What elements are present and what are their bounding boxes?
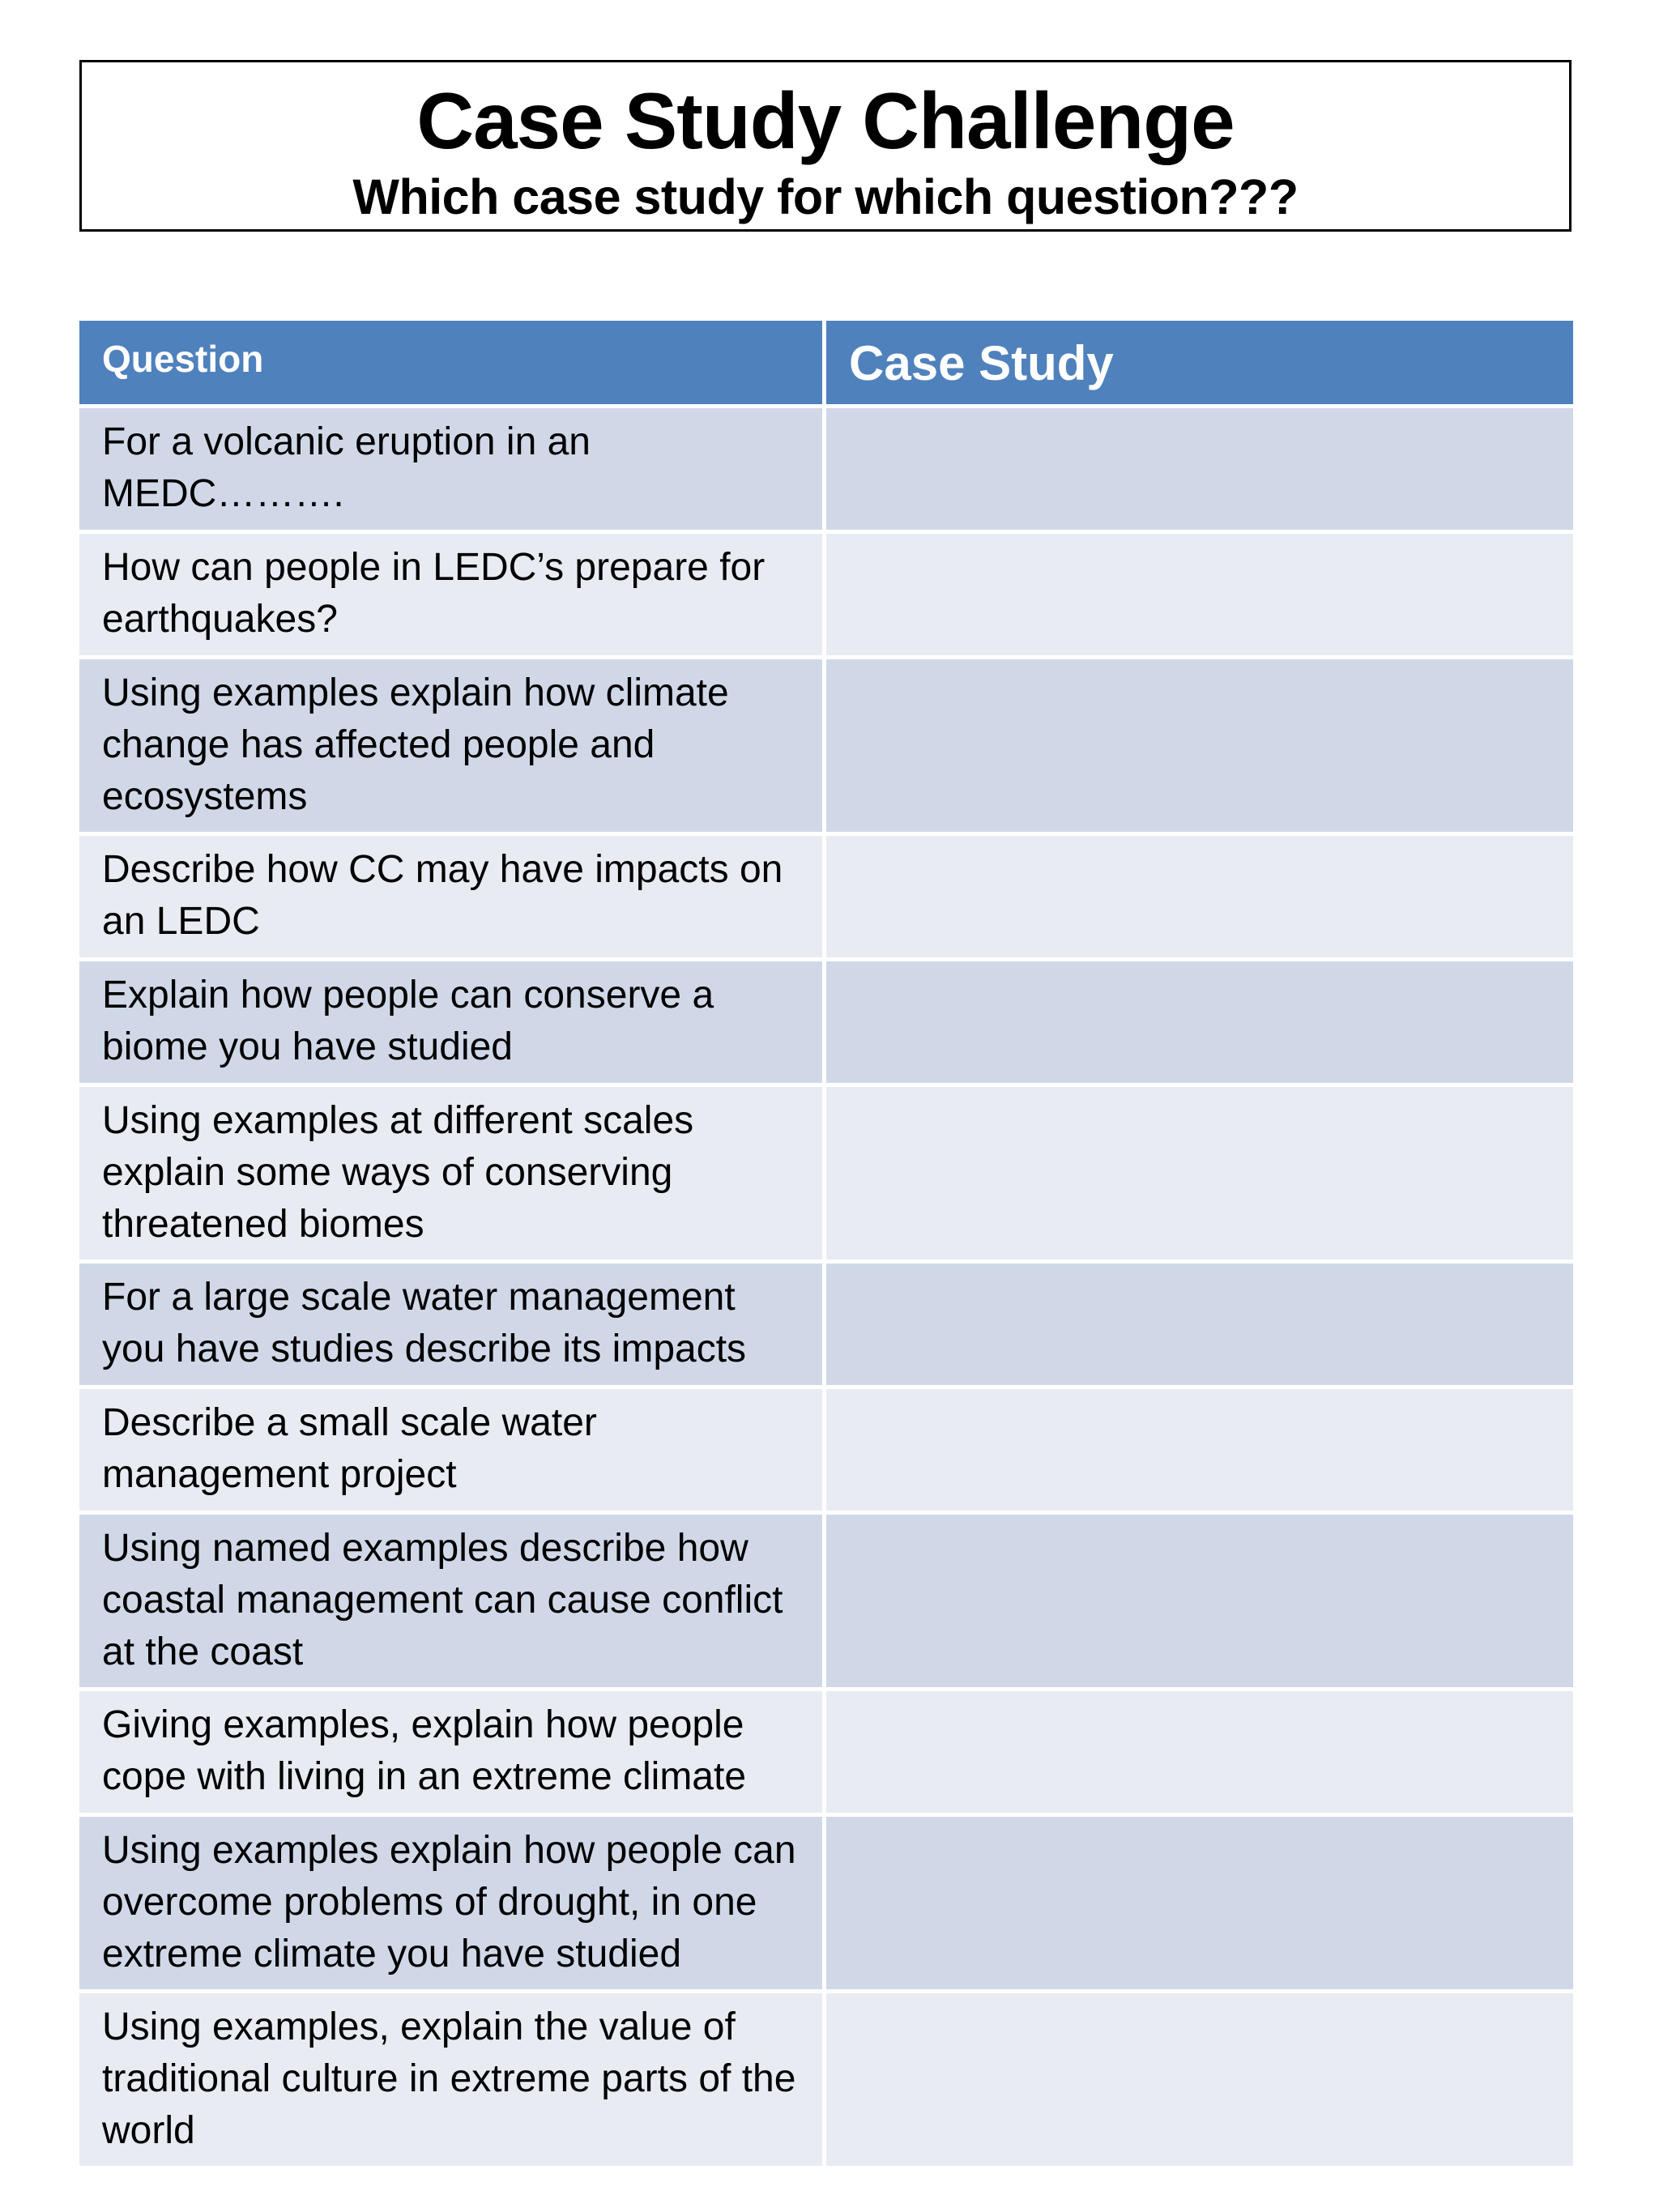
table-row <box>79 836 1573 961</box>
case-study-cell[interactable] <box>826 1389 1573 1511</box>
title-box <box>79 60 1572 232</box>
table-header-row <box>79 321 1573 408</box>
table-row <box>79 961 1573 1087</box>
case-study-cell[interactable] <box>826 534 1573 655</box>
question-cell: How can people in LEDC’s prepare for earthquakes? <box>79 534 826 655</box>
case-study-cell[interactable] <box>826 1817 1573 1989</box>
column-header-case-study: Case Study <box>826 321 1573 404</box>
case-study-cell[interactable] <box>826 836 1573 957</box>
case-study-cell[interactable] <box>826 1691 1573 1813</box>
table-row <box>79 659 1573 836</box>
question-cell: Using named examples describe how coastal management can cause conflict at the coast <box>79 1515 826 1687</box>
question-cell: Using examples at different scales explain some ways of conserving threatened biomes <box>79 1087 826 1259</box>
question-cell: Explain how people can conserve a biome you have studied <box>79 961 826 1083</box>
table-row <box>79 1993 1573 2170</box>
case-study-cell[interactable] <box>826 408 1573 530</box>
question-cell: Using examples, explain the value of traditional culture in extreme parts of the world <box>79 1993 826 2166</box>
column-header-question: Question <box>79 321 826 404</box>
case-study-cell[interactable] <box>826 1264 1573 1385</box>
table-row <box>79 1817 1573 1993</box>
case-study-cell[interactable] <box>826 659 1573 832</box>
table-row <box>79 1515 1573 1691</box>
table-row <box>79 1691 1573 1817</box>
case-study-cell[interactable] <box>826 1087 1573 1259</box>
case-study-cell[interactable] <box>826 1515 1573 1687</box>
question-cell: Describe how CC may have impacts on an LEDC <box>79 836 826 957</box>
question-cell: For a volcanic eruption in an MEDC………. <box>79 408 826 530</box>
table-row <box>79 1264 1573 1389</box>
question-cell: Using examples explain how people can overcome problems of drought, in one extreme climate you have studied <box>79 1817 826 1989</box>
question-cell: For a large scale water management you have studies describe its impacts <box>79 1264 826 1385</box>
table-row <box>79 408 1573 534</box>
case-study-table <box>79 321 1573 2170</box>
table-row <box>79 534 1573 659</box>
case-study-cell[interactable] <box>826 1993 1573 2166</box>
question-cell: Describe a small scale water management project <box>79 1389 826 1511</box>
table-row <box>79 1087 1573 1264</box>
question-cell: Giving examples, explain how people cope with living in an extreme climate <box>79 1691 826 1813</box>
page-subtitle: Which case study for which question??? <box>352 169 1299 224</box>
page-title: Case Study Challenge <box>416 76 1235 165</box>
table-row <box>79 1389 1573 1515</box>
case-study-cell[interactable] <box>826 961 1573 1083</box>
question-cell: Using examples explain how climate change has affected people and ecosystems <box>79 659 826 832</box>
